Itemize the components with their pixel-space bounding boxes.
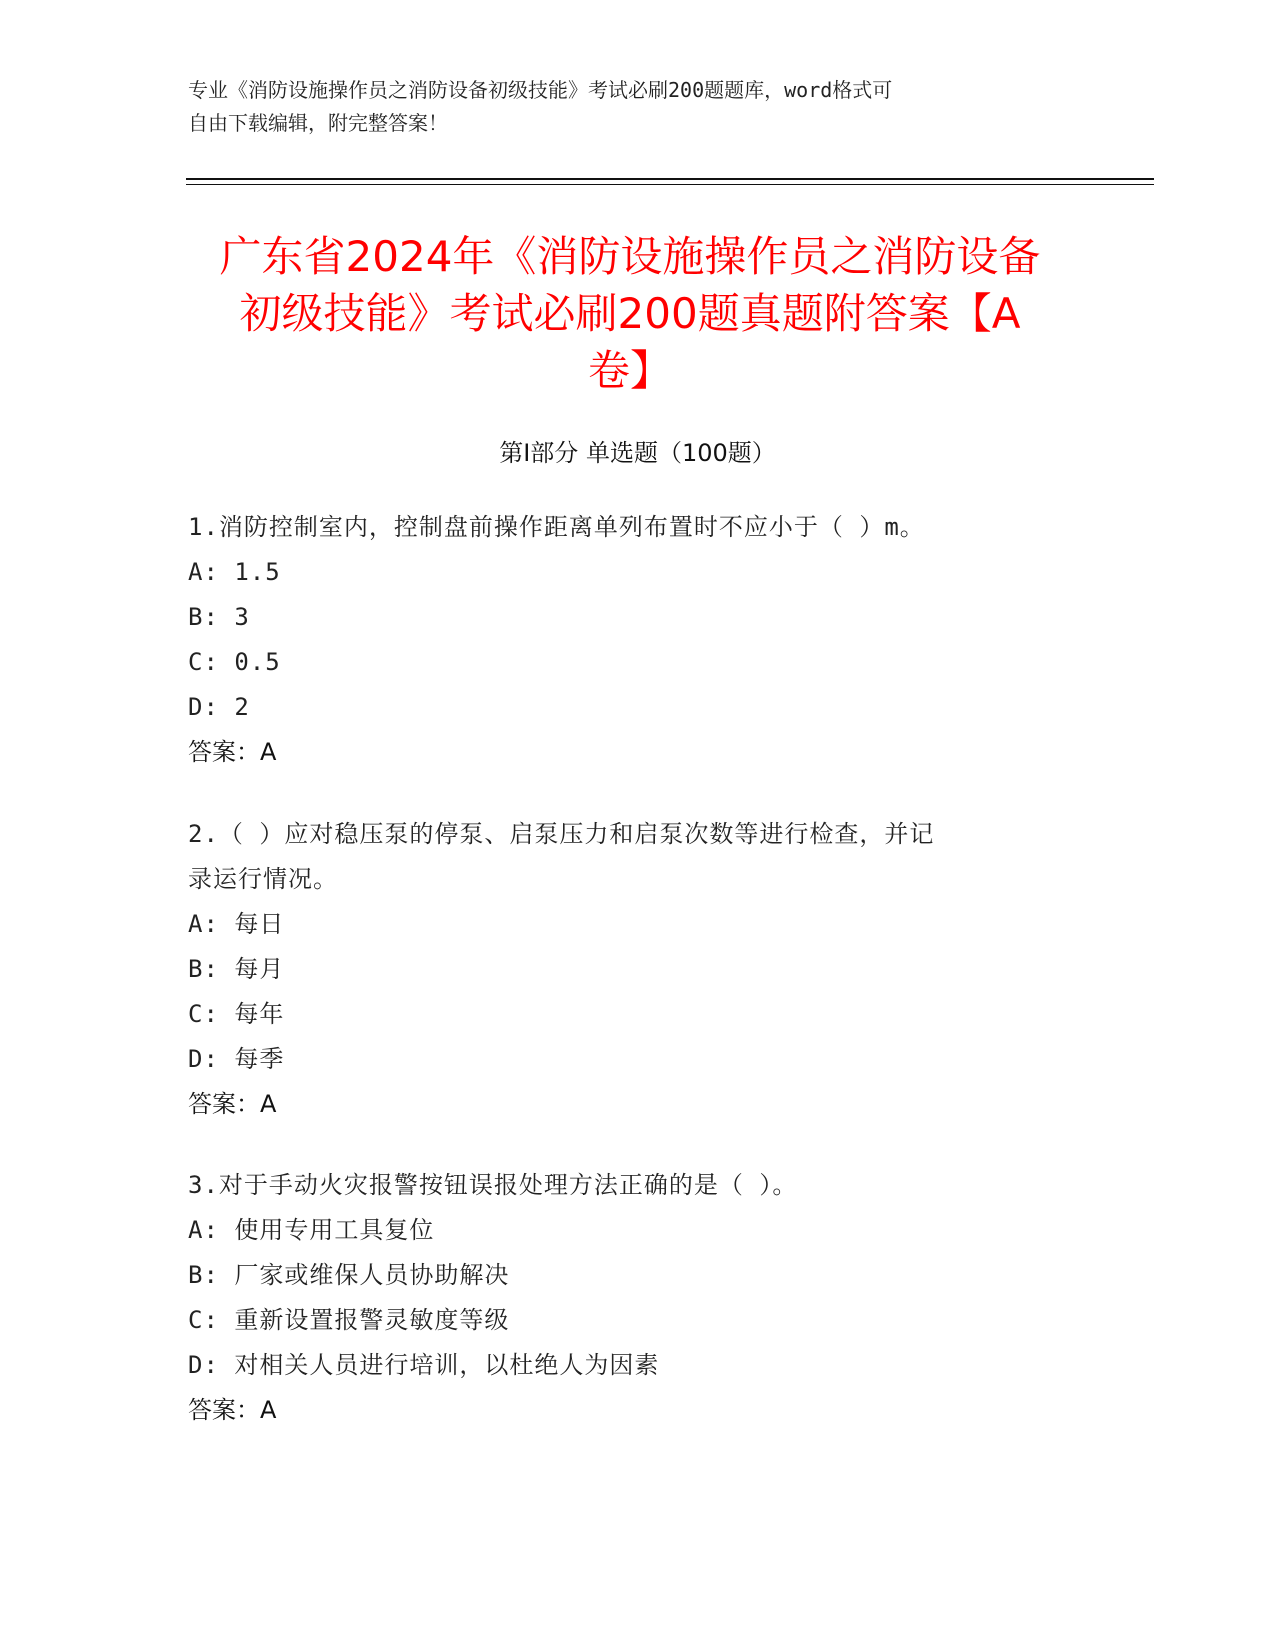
question-3 [188,1163,1088,1433]
document-title [160,228,1100,399]
question-2 [188,812,1088,1127]
option-b: B: 每月 [188,955,285,983]
answer-line: 答案：A [188,1090,277,1118]
header-note [188,74,1088,140]
option-d: D: 每季 [188,1045,285,1073]
section-heading: 第Ⅰ部分 单选题（100题） [499,439,776,467]
question-stem-continued: 录运行情况。 [188,865,338,893]
option-a: A: 1.5 [188,558,281,586]
title-line-1: 广东省2024年《消防设施操作员之消防设备 [219,232,1041,281]
option-c: C: 每年 [188,1000,285,1028]
header-divider-thick [186,178,1154,180]
question-1 [188,505,1088,775]
option-c: C: 0.5 [188,648,281,676]
answer-line: 答案：A [188,1396,277,1424]
option-b: B: 厂家或维保人员协助解决 [188,1261,510,1289]
option-b: B: 3 [188,603,250,631]
option-d: D: 对相关人员进行培训，以杜绝人为因素 [188,1351,660,1379]
answer-line: 答案：A [188,738,277,766]
header-note-line-2: 自由下载编辑，附完整答案！ [188,111,448,135]
option-d: D: 2 [188,693,250,721]
option-c: C: 重新设置报警灵敏度等级 [188,1306,510,1334]
title-line-3: 卷】 [587,346,672,395]
option-a: A: 每日 [188,910,285,938]
header-note-line-1: 专业《消防设施操作员之消防设备初级技能》考试必刷200题题库，word格式可 [188,78,893,102]
question-stem: 2.（ ）应对稳压泵的停泵、启泵压力和启泵次数等进行检查，并记 [188,820,935,848]
question-stem: 1.消防控制室内，控制盘前操作距离单列布置时不应小于（ ）m。 [188,513,925,541]
title-line-2: 初级技能》考试必刷200题真题附答案【A [239,289,1021,338]
header-divider-thin [186,184,1154,185]
option-a: A: 使用专用工具复位 [188,1216,435,1244]
question-stem: 3.对于手动火灾报警按钮误报处理方法正确的是（ ）。 [188,1171,798,1199]
